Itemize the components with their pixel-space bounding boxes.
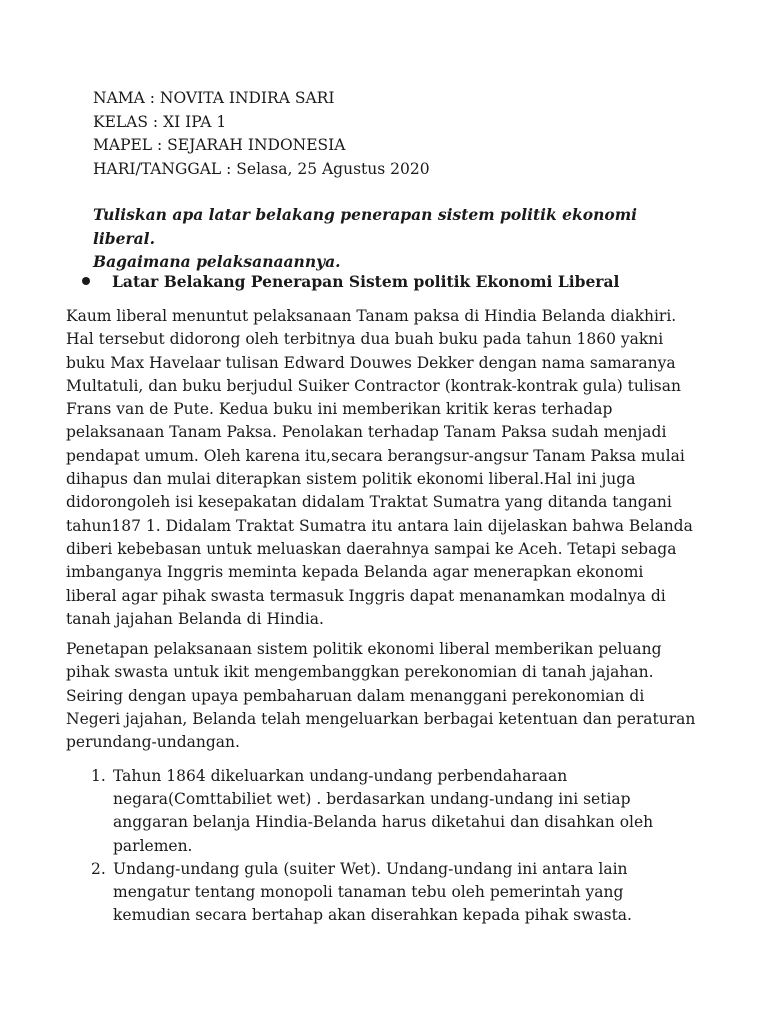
name-line: NAMA : NOVITA INDIRA SARI bbox=[93, 89, 335, 107]
paragraph-line: Seiring dengan upaya pembaharuan dalam menanggani perekonomian di bbox=[66, 686, 645, 705]
paragraph-line: didorongoleh isi kesepakatan didalam Traktat Sumatra yang ditanda tangani bbox=[66, 493, 672, 512]
paragraph-line: Penetapan pelaksanaan sistem politik ekonomi liberal memberikan peluang bbox=[66, 640, 662, 658]
paragraph-line: diberi kebebasan untuk meluaskan daerahnya sampai ke Aceh. Tetapi sebaga bbox=[66, 539, 677, 558]
question bbox=[93, 203, 693, 274]
paragraph-line: imbanganya Inggris meminta kepada Belanda agar menerapkan ekonomi bbox=[66, 563, 644, 582]
paragraph-line: Negeri jajahan, Belanda telah mengeluarkan berbagai ketentuan dan peraturan bbox=[66, 709, 696, 728]
class-line: KELAS : XI IPA 1 bbox=[93, 112, 227, 131]
paragraph-line: tanah jajahan Belanda di Hindia. bbox=[66, 609, 324, 628]
paragraph-line: buku Max Havelaar tulisan Edward Douwes Dekker dengan nama samaranya bbox=[66, 353, 676, 372]
list-item-line: negara(Comttabiliet wet) . berdasarkan undang-undang ini setiap bbox=[113, 790, 631, 809]
subject-line: MAPEL : SEJARAH INDONESIA bbox=[93, 136, 346, 154]
student-info bbox=[93, 87, 430, 181]
list-item bbox=[91, 765, 711, 858]
section-heading-text: Latar Belakang Penerapan Sistem politik Ekonomi Liberal bbox=[112, 272, 620, 291]
question-line: Tuliskan apa latar belakang penerapan sistem politik ekonomi liberal. bbox=[93, 205, 637, 248]
paragraph-line: pendapat umum. Oleh karena itu,secara berangsur-angsur Tanam Paksa mulai bbox=[66, 446, 685, 465]
paragraph-1 bbox=[66, 305, 706, 631]
paragraph-line: pihak swasta untuk ikit mengembanggkan perekonomian di tanah jajahan. bbox=[66, 663, 654, 682]
list-item-line: parlemen. bbox=[113, 836, 193, 855]
paragraph-line: dihapus dan mulai diterapkan sistem politik ekonomi liberal.Hal ini juga bbox=[66, 470, 636, 489]
date-line: HARI/TANGGAL : Selasa, 25 Agustus 2020 bbox=[93, 159, 430, 178]
list-number: 1. bbox=[91, 767, 106, 785]
paragraph-line: tahun187 1. Didalam Traktat Sumatra itu antara lain dijelaskan bahwa Belanda bbox=[66, 516, 693, 535]
paragraph-line: pelaksanaan Tanam Paksa. Penolakan terhadap Tanam Paksa sudah menjadi bbox=[66, 423, 667, 442]
paragraph-line: Hal tersebut didorong oleh terbitnya dua buah buku pada tahun 1860 yakni bbox=[66, 330, 664, 349]
list-item-line: Undang-undang gula (suiter Wet). Undang-undang ini antara lain bbox=[113, 859, 628, 878]
list-item-line: kemudian secara bertahap akan diserahkan kepada pihak swasta. bbox=[113, 906, 632, 925]
list-item-line: Tahun 1864 dikeluarkan undang-undang perbendaharaan bbox=[113, 767, 568, 785]
bullet-icon bbox=[82, 277, 90, 285]
paragraph-line: Kaum liberal menuntut pelaksanaan Tanam paksa di Hindia Belanda diakhiri. bbox=[66, 307, 677, 325]
paragraph-line: liberal agar pihak swasta termasuk Inggris dapat menanamkan modalnya di bbox=[66, 586, 666, 605]
paragraph-2 bbox=[66, 638, 706, 754]
paragraph-line: perundang-undangan. bbox=[66, 733, 240, 752]
list-item bbox=[91, 858, 711, 928]
paragraph-line: Frans van de Pute. Kedua buku ini memberikan kritik keras terhadap bbox=[66, 400, 613, 419]
question-line: Bagaimana pelaksanaannya. bbox=[93, 252, 341, 271]
numbered-list bbox=[91, 765, 711, 927]
list-item-line: anggaran belanja Hindia-Belanda harus diketahui dan disahkan oleh bbox=[113, 813, 654, 832]
list-item-line: mengatur tentang monopoli tanaman tebu oleh pemerintah yang bbox=[113, 883, 624, 902]
section-heading bbox=[82, 270, 682, 293]
paragraph-line: Multatuli, dan buku berjudul Suiker Contractor (kontrak-kontrak gula) tulisan bbox=[66, 376, 681, 395]
list-number: 2. bbox=[91, 859, 106, 878]
